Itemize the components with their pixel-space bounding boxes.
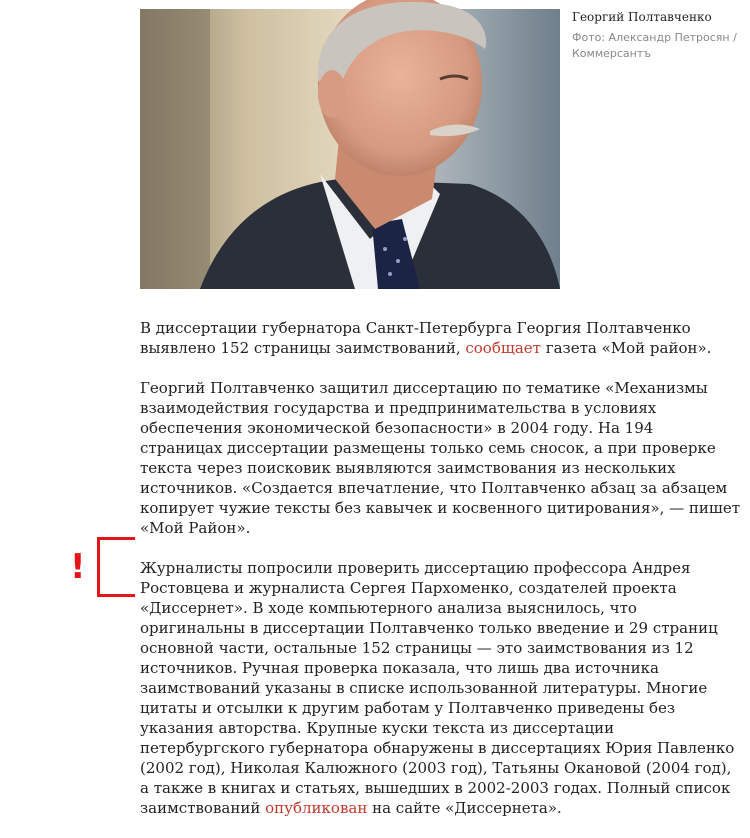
exclamation-marker: ! [70,547,86,587]
paragraph-2: Георгий Полтавченко защитил диссертацию по тематике «Механизмы взаимодействия государства и предпринимательства в условиях обеспечения экономической безопасности» в 2004 году. На 194 страницах диссертации размещены только семь сносок, а при проверке текста через поисковик выявляются заимствования из нескольких источников. «Создается впечатление, что Полтавченко абзац за абзацем копирует чужие тексты без кавычек и косвенного цитирования», — пишет «Мой Район». [140,379,740,537]
paragraph-3 [140,558,740,818]
portrait-illustration [140,9,560,289]
article-body [140,318,740,838]
caption-credit: Фото: Александр Петросян / Коммерсантъ [572,31,737,60]
source-link-opublikovan[interactable]: опубликован [265,799,368,817]
paragraph-1 [140,318,740,358]
photo-caption [572,9,742,62]
paragraph-1-text-after: газета «Мой район». [540,339,712,357]
paragraph-1-text-before: В диссертации губернатора Санкт-Петербурга Георгия Полтавченко выявлено 152 страницы заимствований, [140,319,691,357]
caption-name: Георгий Полтавченко [572,10,712,24]
paragraph-3-text-after: на сайте «Диссернета». [367,799,562,817]
paragraph-3-text-before: Журналисты попросили проверить диссертацию профессора Андрея Ростовцева и журналиста Сергея Пархоменко, создателей проекта «Диссернет». В ходе компьютерного анализа выяснилось, что оригинальны в диссертации Полтавченко только введение и 29 страниц основной части, остальные 152 страницы — это заимствования из 12 источников. Ручная проверка показала, что лишь два источника заимствований указаны в списке использованной литературы. Многие цитаты и отсылки к другим работам у Полтавченко приведены без указания авторства. Крупные куски текста из диссертации петербургского губернатора обнаружены в диссертациях Юрия Павленко (2002 год), Николая Калюжного (2003 год), Татьяны Окановой (2004 год), а также в книгах и статьях, вышедших в 2002-2003 годах. Полный список заимствований [140,559,735,817]
article-photo [140,9,560,289]
source-link-soobshchaet[interactable]: сообщает [465,339,541,357]
highlight-bracket [97,537,135,597]
